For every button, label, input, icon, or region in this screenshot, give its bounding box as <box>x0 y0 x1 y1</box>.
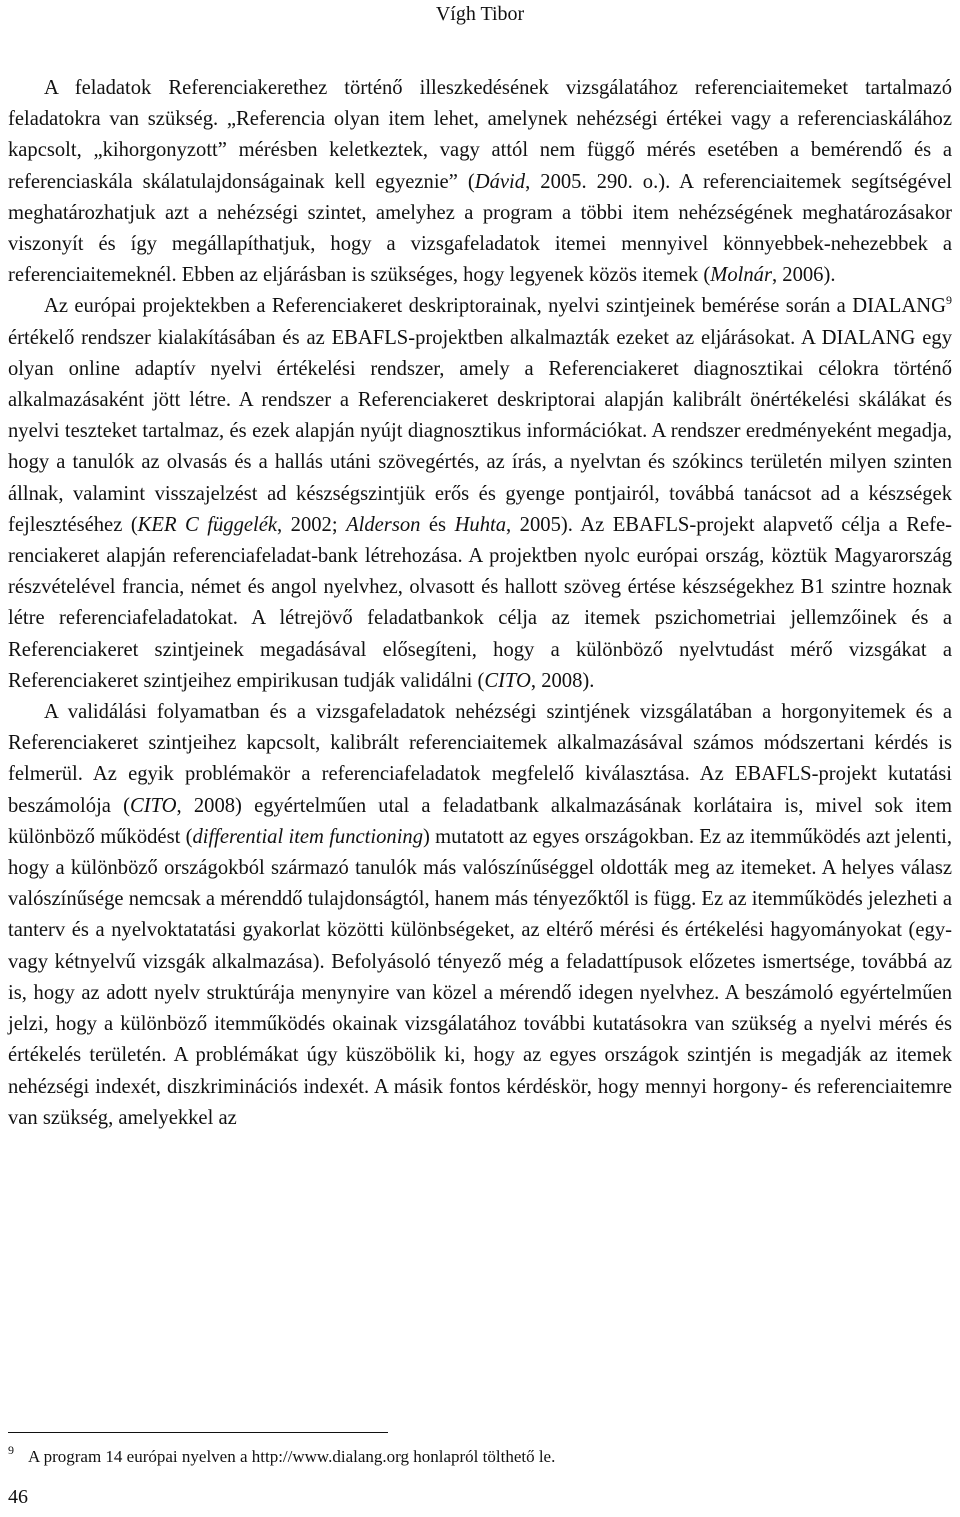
footnote-reference: 9 <box>946 293 952 308</box>
text-run: ) mutatott az egyes országokban. Ez az itemműködés azt jelenti, hogy a különböző országokból származó tanulók más valószínűséggel oldották meg az itemeket. A helyes válasz valószínűsége nemcsak a mérenddő tulajdonságtól, hanem más tényezőktől is függ. Ez az itemműködés jelezheti a tanterv és a nyelvoktatatási gyakorlat közötti különbségeket, az eltérő mérési és értékelési hagyományokat (egy- vagy kétnyelvű vizsgák alkalmazása). Befolyásoló tényező még a feladattípusok előzetes ismertsége, továbbá az is, hogy az adott nyelv struktúrája menynyire van közel a mérendő idegen nyelvhez. A beszámoló egyértelműen jelzi, hogy a különböző itemműködés okainak vizsgálatához további kutatásokra van szükség a nyelvi mérés és értékelés területén. A problémákat úgy küszöbölik ki, hogy az egyes országok szintjén is megadják az itemek nehézségi indexét, diszkriminációs indexét. A másik fontos kérdéskör, hogy mennyi horgony- és referenciaitemre van szükség, amelyekkel az <box>8 825 952 1129</box>
citation-italic: Molnár <box>710 264 772 287</box>
text-run: , 2005. 290. o.). A referenciaitemek segítségével meghatározhatjuk azt a nehézségi szintet, amelyhez a program a többi item nehézségének meghatározásakor viszonyít és így megállapíthatjuk, hogy a vizsgafeladatok itemei mennyivel könnyebbek-nehezebbek a referenciaitemeknél. Ebben az eljárásban is szükséges, hogy legyenek közös itemek ( <box>8 170 952 287</box>
text-run: , 2006). <box>771 264 836 287</box>
footnote-divider <box>8 1432 388 1433</box>
text-run: és <box>420 513 455 536</box>
text-run: , 2002; <box>277 513 347 536</box>
citation-italic: Dávid <box>474 170 526 193</box>
text-run: , 2008) egyértelműen utal a feladatbank alkalmazásának korlátaira is, mivel sok item különböző működést ( <box>8 794 952 848</box>
citation-italic: CITO <box>129 794 177 817</box>
citation-italic: Alderson <box>346 513 421 536</box>
footnote: 9 A program 14 európai nyelven a http://www.dialang.org honlapról tölthető le. <box>8 1443 556 1466</box>
body-text <box>8 73 952 1134</box>
text-run: A validálási folyamatban és a vizsgafeladatok nehézségi szintjének vizsgálatában a horgonyitemek és a Referenciakeret szintjeihez kapcsolt, kalibrált referenciaitemek alkalmazásával számos módszertani kérdés is felmerül. Az egyik problémakör a referenciafeladatok megfelelő kiválasztása. Az EBAFLS-projekt kutatási beszámolója ( <box>8 701 952 817</box>
paragraph-1 <box>8 73 952 291</box>
citation-italic: CITO <box>484 669 531 692</box>
citation-italic: differential item functioning <box>192 825 424 848</box>
page-number: 46 <box>8 1486 28 1508</box>
paragraph-3 <box>8 697 952 1134</box>
footnote-text: A program 14 európai nyelven a http://www.dialang.org honlapról tölthető le. <box>28 1447 556 1466</box>
running-header-author: Vígh Tibor <box>435 3 525 25</box>
text-run: A feladatok Referenciakerethez történő illeszkedésének vizsgálatához referenciaitemeket tartalmazó feladatokra van szükség. „Referencia olyan item lehet, amelynek nehézségi értékei vagy a referenciaskálához kapcsolt, „kihorgonyzott” mérésben keletkeztek, vagy attól nem függő mérés esetében a bemérendő és a referenciaskála skálatulajdonságainak kell egyeznie” ( <box>8 77 952 193</box>
text-run: , 2008). <box>530 669 595 692</box>
citation-italic: KER C függelék <box>137 513 278 536</box>
text-run: , 2005). Az EBAFLS-projekt alapvető célja a Referenciakeret alapján referenciafeladat-bank létrehozása. A projektben nyolc európai ország, köztük Magyarország részvételével francia, német és angol nyelvhez, olvasott és hallott szöveg értése készségekhez B1 szintre hoznak létre referenciafeladatokat. A létrejövő feladatbankok célja az itemek pszichometriai jellemzőinek és a Referenciakeret szintjeinek megadásával elősegíteni, hogy a különböző nyelvtudást mérő vizsgákat a Referenciakeret szintjeihez empirikusan tudják validálni ( <box>8 513 952 692</box>
text-run: Az európai projektekben a Referenciakeret deskriptorainak, nyelvi szintjeinek bemérése során a DIALANG <box>44 295 946 318</box>
citation-italic: Huhta <box>454 513 507 536</box>
paragraph-2 <box>8 291 952 697</box>
text-run: értékelő rendszer kialakításában és az EBAFLS-projektben alkalmazták ezeket az eljárásokat. A DIALANG egy olyan online adaptív nyelvi értékelési rendszer, amely a Referenciakeret diagnosztikai célokra történő alkalmazásaként jött létre. A rendszer a Referenciakeret deskriptorai alapján kalibrált önértékelési skálákat és nyelvi teszteket tartalmaz, és ezek alapján nyújt diagnosztikus információkat. A rendszer eredményeként megadja, hogy a tanulók az olvasás és a hallás utáni szövegértés, az írás, a nyelvtan és szókincs területén milyen szinten állnak, valamint visszajelzést ad készségszintjük erős és gyenge pontjairól, továbbá tanácsot ad a készségek fejlesztéséhez ( <box>8 326 952 536</box>
